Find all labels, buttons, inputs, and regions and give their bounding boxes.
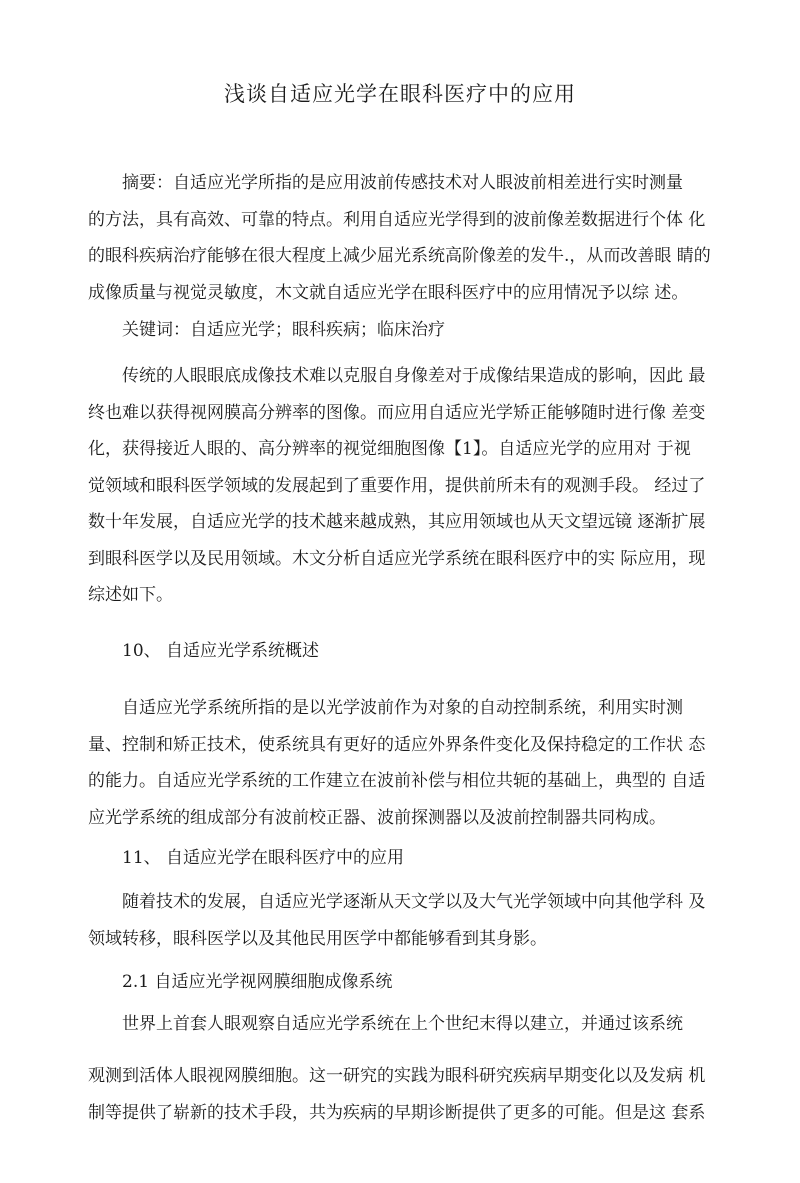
introduction-paragraph xyxy=(88,358,716,614)
section-2-heading-block xyxy=(88,840,716,877)
intro-line: 终也难以获得视网膜高分辨率的图像。而应用自适应光学矫正能够随时进行像 差变 xyxy=(88,402,706,423)
keywords-line: 关键词：自适应光学；眼科疾病；临床治疗 xyxy=(122,320,445,340)
intro-line: 数十年发展，自适应光学的技术越来越成熟，其应用领域也从天文望远镜 逐渐扩展 xyxy=(88,512,706,532)
section-2-heading: 11、 自适应光学在眼科医疗中的应用 xyxy=(122,848,405,868)
intro-line: 化，获得接近人眼的、高分辨率的视觉细胞图像【1】。自适应光学的应用对 于视 xyxy=(88,439,691,459)
abstract-line: 摘要：自适应光学所指的是应用波前传感技术对人眼波前相差进行实时测量 xyxy=(122,173,683,193)
section-1-heading: 10、 自适应光学系统概述 xyxy=(122,641,320,661)
subsection-paragraph-first-line xyxy=(88,1006,716,1043)
section-1-line: 量、控制和矫正技术，使系统具有更好的适应外界条件变化及保持稳定的工作状 态 xyxy=(88,734,706,755)
section-1-line: 应光学系统的组成部分有波前校正器、波前探测器以及波前控制器共同构成。 xyxy=(88,807,666,828)
subsection-line: 制等提供了崭新的技术手段，共为疾病的早期诊断提供了更多的可能。但是这 套系 xyxy=(88,1102,706,1123)
subsection-line: 世界上首套人眼观察自适应光学系统在上个世纪末得以建立，并通过该系统 xyxy=(122,1014,683,1034)
abstract-paragraph xyxy=(88,165,716,311)
intro-line: 觉领域和眼科医学领域的发展起到了重要作用，提供前所未有的观测手段。 经过了 xyxy=(88,475,706,496)
intro-line: 传统的人眼眼底成像技术难以克服自身像差对于成像结果造成的影响，因此 最 xyxy=(122,366,706,386)
keywords-paragraph xyxy=(88,312,716,349)
subsection-paragraph xyxy=(88,1058,716,1131)
section-1-line: 自适应光学系统所指的是以光学波前作为对象的自动控制系统，利用实时测 xyxy=(122,698,683,718)
subsection-heading: 2.1 自适应光学视网膜细胞成像系统 xyxy=(122,972,393,992)
section-2-line: 随着技术的发展，自适应光学逐渐从天文学以及大气光学领域中向其他学科 及 xyxy=(122,892,706,912)
abstract-line: 成像质量与视觉灵敏度，木文就自适应光学在眼科医疗中的应用情况予以综 述。 xyxy=(88,282,689,303)
section-1-line: 的能力。自适应光学系统的工作建立在波前补偿与相位共轭的基础上，典型的 自适 xyxy=(88,771,706,791)
section-1-heading-block xyxy=(88,633,716,670)
subsection-heading-block xyxy=(88,964,716,1001)
abstract-line: 的方法，具有高效、可靠的特点。利用自适应光学得到的波前像差数据进行个体 化 xyxy=(88,209,706,230)
subsection-line: 观测到活体人眼视网膜细胞。这一研究的实践为眼科研究疾病早期变化以及发病 机 xyxy=(88,1066,706,1086)
intro-line: 到眼科医学以及民用领域。木文分析自适应光学系统在眼科医疗中的实 际应用，现 xyxy=(88,548,706,569)
section-2-line: 领域转移，眼科医学以及其他民用医学中都能够看到其身影。 xyxy=(88,928,547,949)
document-title: 浅谈自适应光学在眼科医疗中的应用 xyxy=(224,82,576,106)
abstract-line: 的眼科疾病治疗能够在很大程度上减少屈光系统高阶像差的发牛.，从而改善眼 睛的 xyxy=(88,246,711,266)
section-2-paragraph xyxy=(88,884,716,957)
intro-line: 综述如下。 xyxy=(88,585,173,605)
section-1-paragraph xyxy=(88,690,716,836)
